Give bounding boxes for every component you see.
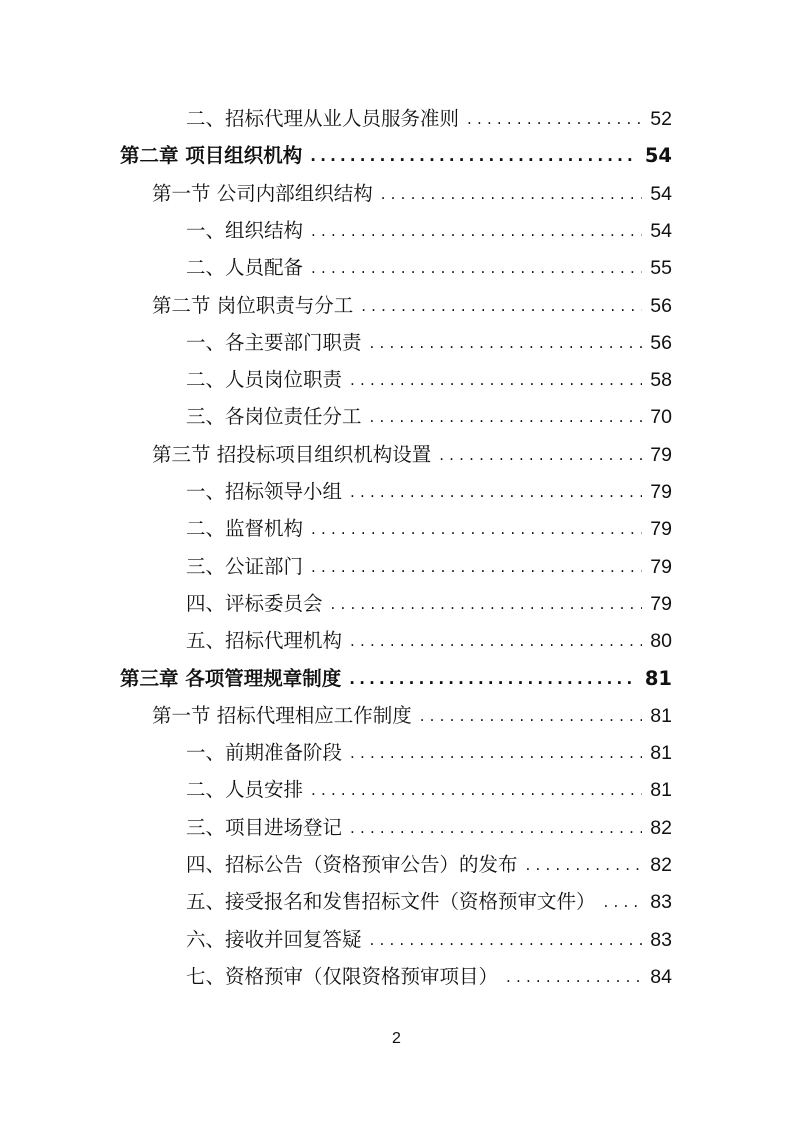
toc-entry-page: 54 xyxy=(650,182,672,205)
toc-entry-page: 81 xyxy=(650,704,672,727)
toc-entry-page: 70 xyxy=(650,406,672,429)
toc-entry-line xyxy=(0,144,793,168)
dot-leader xyxy=(350,816,642,840)
toc-item-entry[interactable] xyxy=(0,511,793,541)
toc-entry-line xyxy=(0,853,793,877)
toc-item-entry[interactable] xyxy=(0,474,793,504)
dot-leader xyxy=(311,517,642,541)
toc-chapter-entry[interactable] xyxy=(0,661,793,691)
toc-entry-page: 81 xyxy=(644,666,672,690)
dot-leader xyxy=(311,555,642,579)
dot-leader xyxy=(311,219,642,243)
toc-entry-title: 二、人员安排 xyxy=(186,778,304,802)
toc-entry-page: 82 xyxy=(650,854,672,876)
toc-entry-line xyxy=(0,182,793,206)
toc-entry-title: 二、监督机构 xyxy=(186,517,304,541)
toc-entry-title: 一、各主要部门职责 xyxy=(186,330,362,354)
toc-entry-title: 第二章 项目组织机构 xyxy=(120,144,303,168)
toc-item-entry[interactable] xyxy=(0,325,793,355)
toc-entry-title: 一、前期准备阶段 xyxy=(186,741,343,765)
toc-entry-line xyxy=(0,294,793,318)
toc-entry-line xyxy=(0,592,793,616)
dot-leader xyxy=(439,443,642,467)
dot-leader xyxy=(350,629,642,653)
toc-entry-title: 一、组织结构 xyxy=(186,218,304,242)
toc-entry-page: 56 xyxy=(650,294,672,317)
toc-entry-line xyxy=(0,629,793,653)
toc-entry-title: 七、资格预审（仅限资格预审项目） xyxy=(186,964,499,988)
toc-entry-line xyxy=(0,704,793,728)
toc-entry-title: 五、招标代理机构 xyxy=(186,629,343,653)
toc-entry-line xyxy=(0,778,793,802)
toc-entry-title: 第一节 公司内部组织结构 xyxy=(152,181,373,205)
toc-entry-page: 54 xyxy=(644,144,672,168)
toc-entry-page: 79 xyxy=(650,481,672,503)
toc-item-entry[interactable] xyxy=(0,623,793,653)
toc-item-entry[interactable] xyxy=(0,213,793,243)
toc-entry-line xyxy=(0,443,793,467)
dot-leader xyxy=(370,331,643,355)
toc-item-entry[interactable] xyxy=(0,362,793,392)
toc-section-entry[interactable] xyxy=(0,288,793,318)
toc-item-entry[interactable] xyxy=(0,884,793,914)
toc-entry-title: 四、评标委员会 xyxy=(186,591,323,615)
dot-leader xyxy=(381,182,643,206)
toc-item-entry[interactable] xyxy=(0,399,793,429)
toc-entry-line xyxy=(0,368,793,392)
toc-entry-title: 第二节 岗位职责与分工 xyxy=(152,293,354,317)
toc-entry-page: 81 xyxy=(650,779,672,802)
dot-leader xyxy=(350,741,642,765)
toc-entry-line xyxy=(0,667,793,691)
toc-entry-page: 81 xyxy=(650,742,672,765)
dot-leader xyxy=(350,480,642,504)
dot-leader xyxy=(350,368,642,392)
dot-leader xyxy=(349,667,637,691)
page-number: 2 xyxy=(392,1030,401,1047)
toc-item-entry[interactable] xyxy=(0,810,793,840)
toc-entry-line xyxy=(0,555,793,579)
toc-entry-title: 三、各岗位责任分工 xyxy=(186,405,362,429)
toc-entry-line xyxy=(0,331,793,355)
toc-item-entry[interactable] xyxy=(0,847,793,877)
toc-entry-title: 三、公证部门 xyxy=(186,554,304,578)
dot-leader xyxy=(361,294,642,318)
dot-leader xyxy=(310,144,637,168)
toc-entry-title: 五、接受报名和发售招标文件（资格预审文件） xyxy=(186,890,596,914)
toc-item-entry[interactable] xyxy=(0,586,793,616)
dot-leader xyxy=(311,778,642,802)
toc-entry-page: 56 xyxy=(650,331,672,354)
toc-entry-page: 54 xyxy=(650,219,672,242)
toc-entry-page: 52 xyxy=(650,108,672,130)
dot-leader xyxy=(506,965,642,989)
toc-entry-title: 第一节 招标代理相应工作制度 xyxy=(152,703,412,727)
toc-entry-line xyxy=(0,890,793,914)
dot-leader xyxy=(604,890,643,914)
toc-entry-page: 83 xyxy=(650,891,672,914)
dot-leader xyxy=(420,704,643,728)
dot-leader xyxy=(370,928,643,952)
dot-leader xyxy=(467,107,642,131)
toc-chapter-entry[interactable] xyxy=(0,138,793,168)
toc-entry-line xyxy=(0,405,793,429)
toc-entry-line xyxy=(0,965,793,989)
toc-entry-title: 第三章 各项管理规章制度 xyxy=(120,666,342,690)
dot-leader xyxy=(370,405,643,429)
toc-entry-line xyxy=(0,219,793,243)
toc-item-entry[interactable] xyxy=(0,101,793,131)
toc-entry-line xyxy=(0,816,793,840)
toc-entry-title: 六、接收并回复答疑 xyxy=(186,927,362,951)
toc-entry-page: 58 xyxy=(650,369,672,392)
toc-section-entry[interactable] xyxy=(0,698,793,728)
toc-item-entry[interactable] xyxy=(0,772,793,802)
toc-entry-title: 四、招标公告（资格预审公告）的发布 xyxy=(186,853,518,876)
toc-entry-page: 79 xyxy=(650,592,672,615)
toc-entry-page: 83 xyxy=(650,928,672,951)
toc-entry-page: 55 xyxy=(650,257,672,280)
toc-entry-page: 80 xyxy=(650,630,672,653)
dot-leader xyxy=(331,592,643,616)
toc-item-entry[interactable] xyxy=(0,735,793,765)
dot-leader xyxy=(311,256,642,280)
toc-entry-title: 第三节 招投标项目组织机构设置 xyxy=(152,442,432,466)
toc-entry-title: 二、人员配备 xyxy=(186,256,304,280)
toc-entry-page: 82 xyxy=(650,816,672,839)
toc-entry-title: 二、人员岗位职责 xyxy=(186,368,343,392)
toc-item-entry[interactable] xyxy=(0,922,793,952)
toc-item-entry[interactable] xyxy=(0,549,793,579)
toc-entry-line xyxy=(0,517,793,541)
toc-entry-line xyxy=(0,256,793,280)
toc-entry-title: 二、招标代理从业人员服务准则 xyxy=(186,107,460,130)
toc-entry-page: 79 xyxy=(650,518,672,541)
toc-entry-line xyxy=(0,741,793,765)
toc-entry-line xyxy=(0,928,793,952)
dot-leader xyxy=(526,853,643,877)
toc-entry-line xyxy=(0,107,793,131)
toc-entry-title: 一、招标领导小组 xyxy=(186,480,343,503)
toc-item-entry[interactable] xyxy=(0,959,793,989)
toc-entry-line xyxy=(0,480,793,504)
toc-entry-page: 79 xyxy=(650,555,672,578)
toc-entry-title: 三、项目进场登记 xyxy=(186,815,343,839)
toc-section-entry[interactable] xyxy=(0,176,793,206)
toc-section-entry[interactable] xyxy=(0,437,793,467)
toc-entry-page: 79 xyxy=(650,443,672,466)
toc-entry-page: 84 xyxy=(650,965,672,988)
toc-item-entry[interactable] xyxy=(0,250,793,280)
